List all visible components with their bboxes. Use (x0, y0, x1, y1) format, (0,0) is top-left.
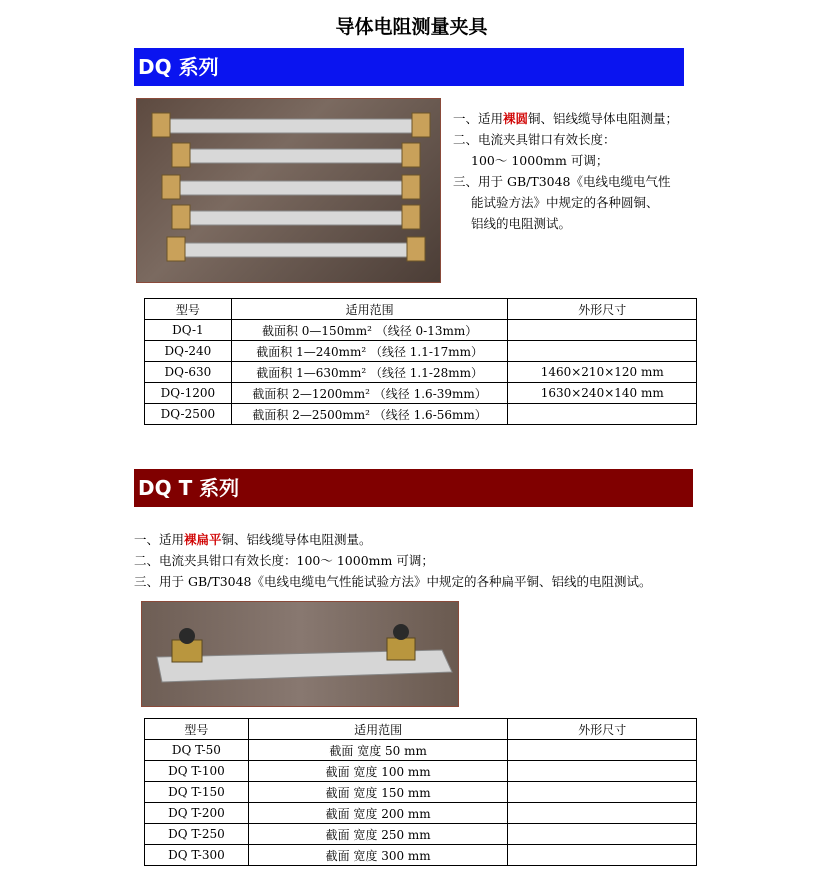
dq-desc-line-6: 铝线的电阻测试。 (471, 216, 572, 231)
table-row (145, 845, 697, 866)
table-row (145, 320, 697, 341)
dqt-series-banner: DQ T 系列 (134, 469, 693, 507)
dqt-fixture-photo (141, 601, 459, 707)
dqt-spec-table (144, 718, 697, 866)
cell-model: DQ-630 (145, 362, 232, 383)
table-header-row (145, 719, 697, 740)
header-range: 适用范围 (248, 719, 508, 740)
cell-model: DQ-1 (145, 320, 232, 341)
dqt-fixture-illustration (142, 602, 459, 707)
dq-desc-line-2: 二、电流夹具钳口有效长度： (453, 132, 616, 147)
header-range: 适用范围 (231, 299, 508, 320)
dq-description (453, 108, 703, 234)
cell-model: DQ T-100 (145, 761, 249, 782)
cell-dimensions (508, 341, 697, 362)
header-model: 型号 (145, 719, 249, 740)
cell-range: 截面 宽度 100 mm (248, 761, 508, 782)
cell-model: DQ T-150 (145, 782, 249, 803)
dq-series-banner: DQ 系列 (134, 48, 684, 86)
table-row (145, 383, 697, 404)
table-row (145, 740, 697, 761)
table-row (145, 803, 697, 824)
cell-dimensions (508, 824, 697, 845)
cell-dimensions (508, 320, 697, 341)
dq-fixture-photo (136, 98, 441, 283)
cell-dimensions: 1630×240×140 mm (508, 383, 697, 404)
cell-dimensions (508, 761, 697, 782)
dq-desc-line-4: 三、用于 GB/T3048《电线电缆电气性 (453, 174, 671, 189)
cell-model: DQ T-50 (145, 740, 249, 761)
dq-desc-line-1: 一、适用裸圆铜、铝线缆导体电阻测量； (453, 111, 679, 126)
cell-range: 截面积 2—1200mm² （线径 1.6-39mm） (231, 383, 508, 404)
header-dimensions: 外形尺寸 (508, 299, 697, 320)
cell-range: 截面积 1—240mm² （线径 1.1-17mm） (231, 341, 508, 362)
cell-dimensions (508, 404, 697, 425)
dqt-description (134, 529, 774, 592)
table-row (145, 782, 697, 803)
cell-model: DQ-2500 (145, 404, 232, 425)
header-dimensions: 外形尺寸 (508, 719, 697, 740)
dqt-desc-line-3: 三、用于 GB/T3048《电线电缆电气性能试验方法》中规定的各种扁平铜、铝线的电阻测试。 (134, 574, 652, 589)
table-row (145, 404, 697, 425)
dq-desc-line-3: 100～ 1000mm 可调； (471, 153, 609, 168)
cell-dimensions (508, 782, 697, 803)
cell-model: DQ T-250 (145, 824, 249, 845)
page-title: 导体电阻测量夹具 (335, 16, 488, 38)
cell-range: 截面 宽度 200 mm (248, 803, 508, 824)
cell-dimensions (508, 740, 697, 761)
cell-model: DQ-1200 (145, 383, 232, 404)
cell-model: DQ-240 (145, 341, 232, 362)
header-model: 型号 (145, 299, 232, 320)
dq-fixture-illustration (137, 99, 441, 283)
cell-dimensions: 1460×210×120 mm (508, 362, 697, 383)
cell-range: 截面 宽度 250 mm (248, 824, 508, 845)
table-row (145, 761, 697, 782)
cell-model: DQ T-300 (145, 845, 249, 866)
cell-range: 截面积 0—150mm² （线径 0-13mm） (231, 320, 508, 341)
cell-range: 截面 宽度 150 mm (248, 782, 508, 803)
cell-dimensions (508, 845, 697, 866)
cell-dimensions (508, 803, 697, 824)
cell-range: 截面积 2—2500mm² （线径 1.6-56mm） (231, 404, 508, 425)
table-header-row (145, 299, 697, 320)
table-row (145, 341, 697, 362)
table-row (145, 824, 697, 845)
cell-range: 截面 宽度 300 mm (248, 845, 508, 866)
dqt-desc-line-2: 二、电流夹具钳口有效长度：100～ 1000mm 可调； (134, 553, 434, 568)
table-row (145, 362, 697, 383)
cell-model: DQ T-200 (145, 803, 249, 824)
dq-desc-line-5: 能试验方法》中规定的各种圆铜、 (471, 195, 659, 210)
dqt-desc-line-1: 一、适用裸扁平铜、铝线缆导体电阻测量。 (134, 532, 372, 547)
cell-range: 截面 宽度 50 mm (248, 740, 508, 761)
cell-range: 截面积 1—630mm² （线径 1.1-28mm） (231, 362, 508, 383)
dq-spec-table (144, 298, 697, 425)
